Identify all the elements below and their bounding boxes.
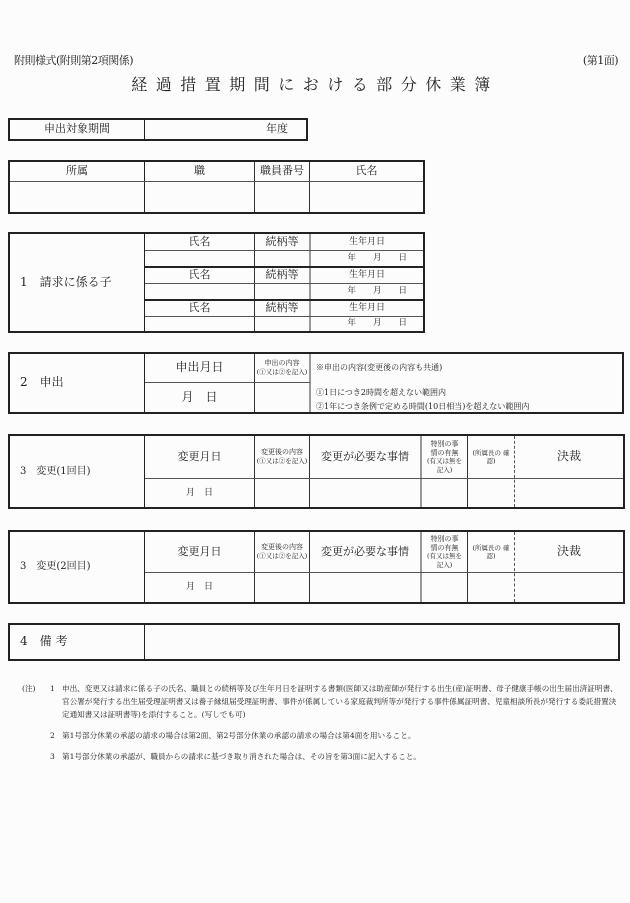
form-reference: 附則様式(附則第2項関係) <box>14 54 134 67</box>
note-number: 2 <box>50 731 55 740</box>
change-2-special-header <box>422 532 467 572</box>
application-option-2: ②1年につき条例で定める時間(10日相当)を超えない範囲内 <box>316 402 530 411</box>
change-2-section-label: 3 変更(2回目) <box>20 561 91 573</box>
change-1-reason-field[interactable] <box>310 479 420 507</box>
child-2-name-field[interactable] <box>145 284 254 299</box>
change-1-section-label: 3 変更(1回目) <box>20 465 91 477</box>
change-2-content-header-line1: 変更後の内容 <box>261 543 303 552</box>
child-2-birth-field[interactable]: 年 月 日 <box>347 285 407 296</box>
change-2-decision-header: 決裁 <box>556 544 581 559</box>
application-table <box>8 352 624 414</box>
change-2-date-header: 変更月日 <box>177 544 222 558</box>
change-2-decision-field[interactable] <box>515 573 623 602</box>
remarks-section-label: 4 備 考 <box>20 634 68 649</box>
change-1-special-field[interactable] <box>422 479 467 507</box>
notes-section <box>22 682 622 771</box>
change-1-confirm-header <box>468 436 514 478</box>
application-note-title: ※申出の内容(変更後の内容も共通) <box>316 363 443 372</box>
change-2-reason-field[interactable] <box>310 573 420 602</box>
application-content-header-line2: (①又は②を記入) <box>256 368 308 377</box>
employee-affiliation-field[interactable] <box>10 182 144 212</box>
change-2-reason-header: 変更が必要な事情 <box>321 544 409 558</box>
child-1-relation-label: 続柄等 <box>265 234 299 248</box>
application-content-header <box>255 354 309 382</box>
change-1-special-line3: (有又は無を <box>426 457 463 466</box>
change-1-special-header <box>422 436 467 478</box>
application-date-field[interactable]: 月 日 <box>181 389 218 404</box>
application-section-label: 2 申出 <box>20 375 64 390</box>
child-3-name-label: 氏名 <box>188 300 211 314</box>
application-option-1: ①1日につき2時間を超えない範囲内 <box>316 388 447 397</box>
page-label: (第1面) <box>582 54 618 67</box>
application-content-header-line1: 申出の内容 <box>264 359 300 368</box>
change-1-reason-header: 変更が必要な事情 <box>321 449 409 463</box>
notes-mark: (注) <box>22 684 36 693</box>
note-text: 第1号部分休業の承認が、職員からの請求に基づき取り消された場合は、その旨を第3面に記入すること。 <box>62 752 421 761</box>
change-1-confirm-line2: 認) <box>486 457 496 465</box>
note-text: 第1号部分休業の承認の請求の場合は第2面、第2号部分休業の承認の請求の場合は第4面を用いること。 <box>62 731 416 740</box>
child-1-relation-field[interactable] <box>255 251 309 266</box>
period-table <box>8 118 308 141</box>
change-1-special-line1: 特別の事 <box>430 439 459 448</box>
change-2-special-field[interactable] <box>422 573 467 602</box>
change-1-date-header: 変更月日 <box>177 449 222 463</box>
change-1-table <box>8 434 625 509</box>
note-item <box>22 682 622 721</box>
application-date-header: 申出月日 <box>175 360 224 375</box>
child-3-relation-field[interactable] <box>255 317 309 331</box>
child-1-birth-field[interactable]: 年 月 日 <box>347 252 407 263</box>
change-2-confirm-line2: 認) <box>486 552 496 560</box>
child-3-name-field[interactable] <box>145 317 254 331</box>
change-1-content-header-line2: (①又は②を記入) <box>256 457 308 466</box>
employee-table <box>8 160 425 214</box>
change-1-decision-header: 決裁 <box>556 449 581 464</box>
employee-name-field[interactable] <box>310 182 423 212</box>
note-number: 3 <box>50 752 55 761</box>
note-text: 申出、変更又は請求に係る子の氏名、職員との続柄等及び生年月日を証明する書類(医師又は助産師が発行する出生(産)証明書、母子健康手帳の出生届出済証明書、官公署が発行する出生届受理証明書又は養子縁組届受理証明書、事件が係属している家庭裁判所等が発行する事件係属証明書、児童相談所長が発行する委託措置決定通知書又は証明書等)を添付すること。(写しでも可) <box>62 684 618 719</box>
change-1-special-line4: 記入) <box>436 465 453 474</box>
change-2-special-line1: 特別の事 <box>430 534 459 543</box>
change-2-special-line3: (有又は無を <box>426 552 463 561</box>
employee-position-field[interactable] <box>145 182 254 212</box>
children-section-label: 1 請求に係る子 <box>20 274 112 289</box>
employee-number-field[interactable] <box>255 182 309 212</box>
change-2-content-field[interactable] <box>255 573 309 602</box>
change-2-special-line2: 情の有無 <box>430 543 459 552</box>
child-2-relation-field[interactable] <box>255 284 309 299</box>
change-2-confirm-line1: (所属長の 確 <box>472 543 510 552</box>
page-title: 経過措置期間における部分休業簿 <box>131 75 499 94</box>
note-item <box>22 729 622 742</box>
period-value-field[interactable] <box>145 120 308 139</box>
children-table <box>8 232 425 333</box>
child-1-name-label: 氏名 <box>188 234 211 248</box>
change-2-date-field[interactable]: 月 日 <box>185 582 213 593</box>
employee-header-name: 氏名 <box>355 164 378 178</box>
change-1-special-line2: 情の有無 <box>430 448 459 457</box>
change-2-table <box>8 530 625 604</box>
change-1-content-field[interactable] <box>255 479 309 507</box>
child-1-birth-label: 生年月日 <box>348 236 385 247</box>
note-number: 1 <box>50 684 55 693</box>
change-1-content-header <box>255 436 309 478</box>
child-3-relation-label: 続柄等 <box>265 300 299 314</box>
child-2-relation-label: 続柄等 <box>265 267 299 281</box>
employee-header-number: 職員番号 <box>260 164 304 178</box>
period-label: 申出対象期間 <box>44 122 110 136</box>
change-2-confirm-field[interactable] <box>468 573 514 602</box>
child-2-birth-label: 生年月日 <box>348 269 385 280</box>
change-2-content-header-line2: (①又は②を記入) <box>256 552 308 561</box>
period-year-suffix: 年度 <box>266 122 288 136</box>
child-3-birth-label: 生年月日 <box>348 302 385 313</box>
child-1-name-field[interactable] <box>145 251 254 266</box>
change-2-confirm-header <box>468 532 514 572</box>
remarks-table <box>8 623 620 661</box>
change-1-content-header-line1: 変更後の内容 <box>261 448 303 457</box>
change-1-decision-field[interactable] <box>515 479 623 507</box>
application-content-field[interactable] <box>255 383 309 412</box>
remarks-field[interactable] <box>146 625 618 659</box>
employee-header-position: 職 <box>194 164 205 178</box>
child-2-name-label: 氏名 <box>188 267 211 281</box>
change-2-content-header <box>255 532 309 572</box>
change-2-special-line4: 記入) <box>436 560 453 569</box>
note-item <box>22 750 622 763</box>
child-3-birth-field[interactable]: 年 月 日 <box>347 318 407 329</box>
change-1-date-field[interactable]: 月 日 <box>185 487 213 498</box>
employee-header-affiliation: 所属 <box>66 164 88 178</box>
change-1-confirm-field[interactable] <box>468 479 514 507</box>
change-1-confirm-line1: (所属長の 確 <box>472 448 510 457</box>
